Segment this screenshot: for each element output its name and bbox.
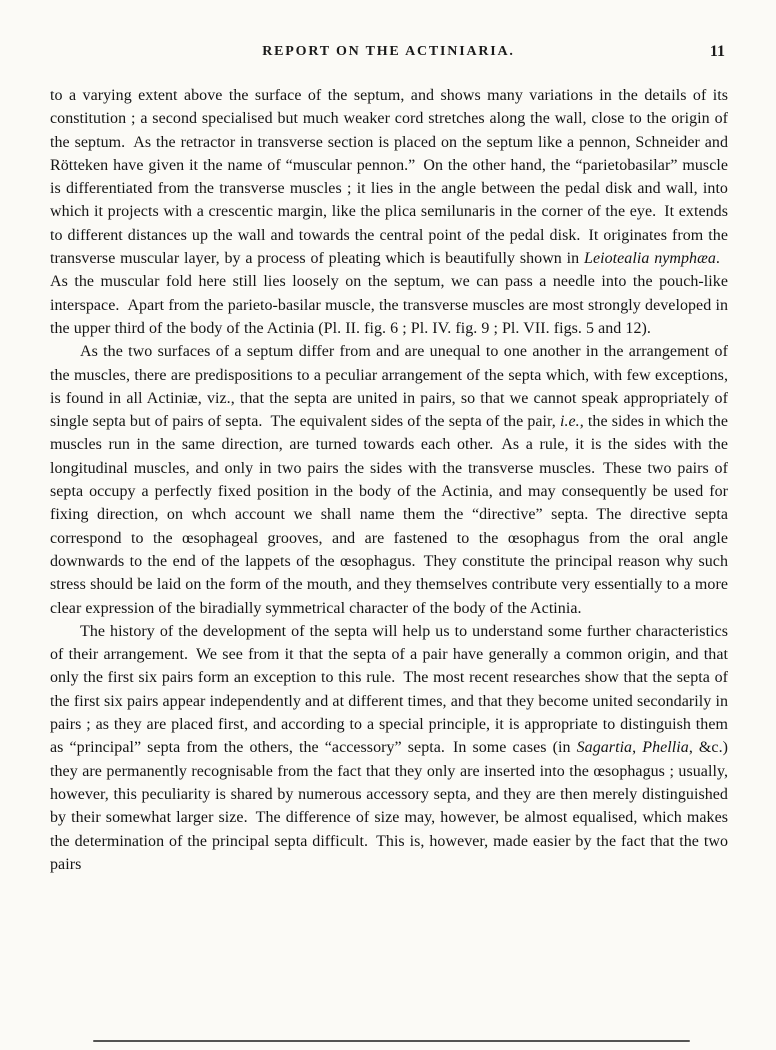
text-run: to a varying extent above the surface of the septum, and shows many variations in the details of its constitution ; a second specialised but much weaker cord stretches along the wall, close to the origin of the septum. As the retractor in transverse section is placed on the septum like a pennon, Schneider and Rötteken have given it the name of “muscular pennon.” On the other hand, the “parietobasilar” muscle is differentiated from the transverse muscles ; it lies in the angle between the pedal disk and wall, into which it projects with a crescentic margin, like the plica semilunaris in the corner of the eye. It extends to different distances up the wall and towards the central point of the pedal disk. It originates from the transverse muscular layer, by a process of pleating which is beautifully shown in [50, 87, 728, 268]
text-run: , &c.) they are permanently recognisable from the fact that they only are inserted into the œsophagus ; usually, however, this peculiarity is shared by numerous accessory septa, and they are then merely distinguished by their somewhat larger size. The difference of size may, however, be almost equalised, which makes the determination of the principal septa difficult. This is, however, made easier by the fact that the two pairs [50, 739, 729, 873]
page-header [50, 44, 727, 66]
running-title: REPORT ON THE ACTINIARIA. [262, 44, 515, 59]
text-run: The history of the development of the septa will help us to understand some further characteristics of their arrangement. We see from it that the septa of a pair have generally a common origin, and that only the first six pairs form an exception to this rule. The most recent researches show that the septa of the first six pairs appear independently and at different times, and that they become united secondarily in pairs ; as they are placed first, and according to a special principle, it is appropriate to distinguish them as “principal” septa from the others, the “accessory” septa. In some cases (in [50, 622, 728, 757]
text-run: As the two surfaces of a septum differ from and are unequal to one another in the arrangement of the muscles, there are predispositions to a peculiar arrangement of the septa which, with few exceptions, is found in all Actiniæ, viz., that the septa are united in pairs, so that we cannot speak appropriately of single septa but of pairs of septa. The equivalent sides of the septa of the pair, [50, 343, 728, 431]
italic-text-run: Phellia [642, 739, 689, 757]
scan-artifact-line [93, 1040, 690, 1042]
paragraph-2 [50, 340, 728, 620]
page-number: 11 [709, 43, 725, 60]
text-run: . As the muscular fold here still lies loosely on the septum, we can pass a needle into the pouch-like interspace. Apart from the parieto-basilar muscle, the transverse muscles are most strongly developed in the upper third of the body of the Actinia (Pl. II. fig. 6 ; Pl. IV. fig. 9 ; Pl. VII. figs. 5 and 12). [50, 250, 728, 337]
text-run: , [632, 739, 643, 757]
paragraph-1 [50, 84, 728, 340]
italic-text-run: Leiotealia nymphæa [584, 250, 716, 268]
italic-text-run: Sagartia [576, 739, 633, 757]
paragraph-3 [50, 620, 728, 876]
italic-text-run: i.e. [559, 413, 580, 431]
text-run: , the sides in which the muscles run in the same direction, are turned towards each other. As a rule, it is the sides with the longitudinal muscles, and only in two pairs the sides with the transverse muscles. These two pairs of septa occupy a perfectly fixed position in the body of the Actinia, and may consequently be used for fixing direction, on whch account we shall name them the “directive” septa. The directive septa correspond to the œsophageal grooves, and are fastened to the œsophagus from the oral angle downwards to the end of the lappets of the œsophagus. They constitute the principal reason why such stress should be laid on the form of the mouth, and they themselves contribute very essentially to a more clear expression of the biradially symmetrical character of the body of the Actinia. [50, 413, 729, 617]
page-body [50, 84, 728, 876]
